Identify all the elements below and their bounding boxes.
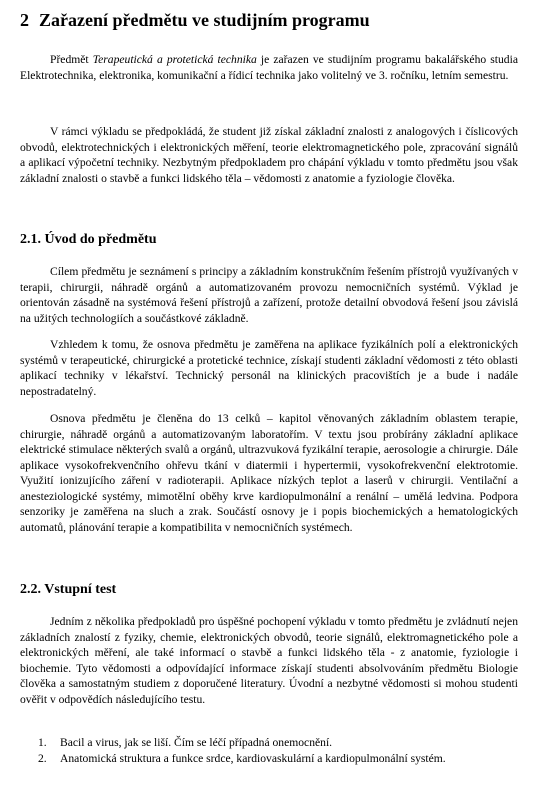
section-heading-intro: 2.1. Úvod do předmětu (20, 232, 157, 247)
intro-paragraph-2: Vzhledem k tomu, že osnova předmětu je zaměřena na aplikace fyzikálních polí a elektronických systémů v terapeutické, chirurgické a protetické technice, získají studenti základní vědomosti z této oblasti aplikací techniky v lékařství. Technický personál na klinických pracovištích je a bude i nadále nepostradatelný. (20, 338, 518, 398)
course-placement-paragraph: Předmět Terapeutická a protetická technika je zařazen ve studijním programu bakalářského studia Elektrotechnika, elektronika, komunikační a řídicí technika jako volitelný ve 3. ročníku, letním semestru. (20, 53, 518, 82)
list-item-number: 1. (38, 736, 47, 749)
test-paragraph: Jedním z několika předpokladů pro úspěšné pochopení výkladu v tomto předmětu je zvládnutí nejen základních znalostí z fyziky, chemie, elektronických obvodů, teorie signálů, elektromagnetického pole a elektronických měření, ale také informací o stavbě a funkci lidského těla - z anatomie, fyziologie i biochemie. Tyto vědomosti a odpovídající informace získají studenti absolvováním předmětu Biologie člověka a samostatným studiem z doporučené literatury. Úvodní a nezbytné vědomosti si mohou studenti ověřit v odpovědích následujícího testu. (20, 615, 518, 706)
test-question-list (38, 735, 518, 767)
list-item-text: Bacil a virus, jak se liší. Čím se léčí případná onemocnění. (60, 736, 333, 749)
list-item (38, 751, 518, 767)
course-name: Terapeutická a protetická technika (92, 53, 257, 66)
section-heading-test: 2.2. Vstupní test (20, 582, 117, 597)
list-item-text: Anatomická struktura a funkce srdce, kardiovaskulární a kardiopulmonální systém. (60, 752, 446, 765)
intro-paragraph-3: Osnova předmětu je členěna do 13 celků – kapitol věnovaných základním oblastem terapie, chirurgie, náhradě orgánů a automatizovaným laboratořím. V textu jsou probírány základní aplikace elektrické stimulace některých svalů a orgánů, ultrazvuková fyzikální terapie, aerosologie a chirurgie. Dále aplikace vysokofrekvenčního ohřevu tkání v diatermii i hypertermii, vysokofrekvenční elektrotomie. Využití ionizujícího záření v radioterapii. Aplikace nízkých teplot a laserů v chirurgii. Ventilační a anesteziologické systémy, mimotělní oběhy krve kardiopulmonální a renální – umělá ledvina. Podpora senzoriky je zaměřena na sluch a zrak. Součástí osnovy je i popis biochemických a hematologických automatů, plánování terapie a kompatibilita v nemocničních systémech. (20, 412, 518, 534)
list-item-number: 2. (38, 752, 47, 765)
prerequisites-paragraph: V rámci výkladu se předpokládá, že student již získal základní znalosti z analogových i číslicových obvodů, elektrotechnických i elektronických měření, teorie elektromagnetického pole, zpracování signálů a aplikací výpočetní techniky. Nezbytným předpokladem pro chápání výkladu v tomto předmětu jsou však základní znalosti o stavbě a funkci lidského těla – vědomosti z anatomie a fyziologie člověka. (20, 125, 518, 185)
chapter-title: Zařazení předmětu ve studijním programu (39, 10, 370, 30)
list-item (38, 735, 518, 751)
chapter-number: 2 (20, 10, 29, 30)
intro-paragraph-1: Cílem předmětu je seznámení s principy a základním konstrukčním řešením přístrojů využívaných v terapii, chirurgii, náhradě orgánů a automatizovaném provozu nemocničních systémů. Výklad je orientován zásadně na systémová řešení přístrojů a zařízení, protože detailní obvodová řešení jsou závislá na užitých technologiích a součástkové základně. (20, 265, 518, 325)
chapter-heading (20, 8, 520, 32)
